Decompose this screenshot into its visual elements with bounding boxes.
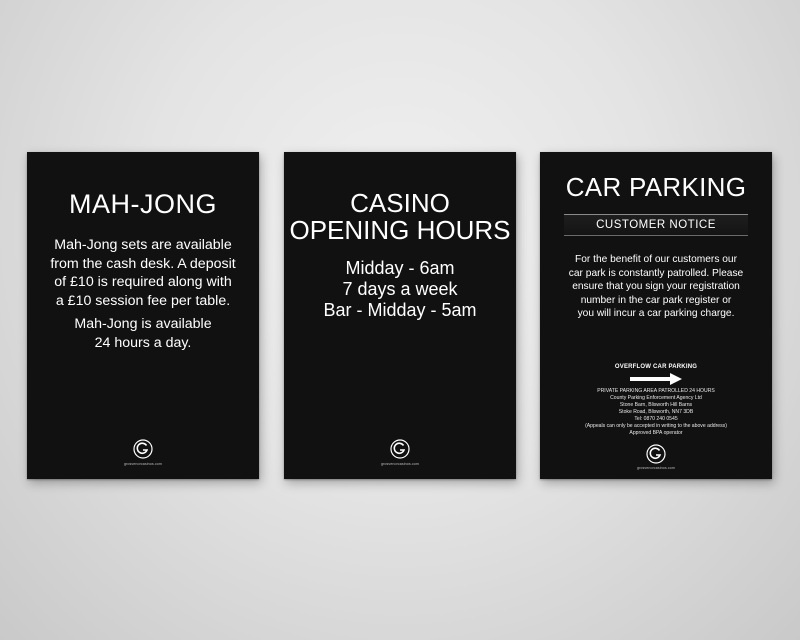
casino-logo-icon <box>133 439 153 459</box>
enforcement-fine-print <box>546 388 766 437</box>
website-url: grosvenorcasinos.com <box>637 466 675 470</box>
fine-print-line: Approved BPA operator <box>629 430 683 436</box>
title-line: OPENING HOURS <box>289 215 511 245</box>
car-parking-sign <box>540 152 772 479</box>
text-line: you will incur a car parking charge. <box>577 308 735 320</box>
overflow-parking-label: OVERFLOW CAR PARKING <box>614 364 698 370</box>
text-line: of £10 is required along with <box>54 274 232 290</box>
fine-print-line: Stone Barn, Blisworth Hill Barns <box>619 402 693 408</box>
fine-print-line: Tel: 0870 240 0545 <box>634 416 678 422</box>
text-line: from the cash desk. A deposit <box>50 255 236 272</box>
casino-logo-icon <box>646 444 666 464</box>
text-line: Mah-Jong sets are available <box>54 237 232 253</box>
hours-line: Bar - Midday - 5am <box>323 300 477 320</box>
hours-line: Midday - 6am <box>345 258 455 278</box>
mahjong-title: MAH-JONG <box>69 189 217 219</box>
text-line: car park is constantly patrolled. Please <box>568 267 744 279</box>
text-line: number in the car park register or <box>580 294 732 306</box>
text-line: 24 hours a day. <box>94 334 192 351</box>
fine-print-line: PRIVATE PARKING AREA PATROLLED 24 HOURS <box>597 388 715 394</box>
text-line: a £10 session fee per table. <box>55 292 231 309</box>
mahjong-sign <box>27 152 259 479</box>
text-line: ensure that you sign your registration <box>572 281 740 293</box>
mahjong-availability-paragraph <box>37 315 249 352</box>
opening-hours-title <box>284 190 516 244</box>
parking-notice-paragraph <box>554 253 758 321</box>
mahjong-deposit-paragraph <box>37 236 249 310</box>
website-url: grosvenorcasinos.com <box>124 462 162 466</box>
car-parking-title: CAR PARKING <box>565 172 747 202</box>
text-line: Mah-Jong is available <box>74 316 212 332</box>
fine-print-line: Stoke Road, Blisworth, NN7 3DB <box>618 409 694 415</box>
fine-print-line: (Appeals can only be accepted in writing to the above address) <box>585 423 727 429</box>
website-url: grosvenorcasinos.com <box>381 462 419 466</box>
opening-hours-sign <box>284 152 516 479</box>
opening-hours-list <box>284 258 516 321</box>
fine-print-line: County Parking Enforcement Agency Ltd <box>610 395 702 401</box>
casino-logo-icon <box>390 439 410 459</box>
customer-notice-banner: CUSTOMER NOTICE <box>564 214 748 236</box>
title-line: CASINO <box>350 188 450 218</box>
hours-line: 7 days a week <box>342 279 458 299</box>
text-line: For the benefit of our customers our <box>575 254 737 265</box>
arrow-right-icon <box>630 373 682 385</box>
